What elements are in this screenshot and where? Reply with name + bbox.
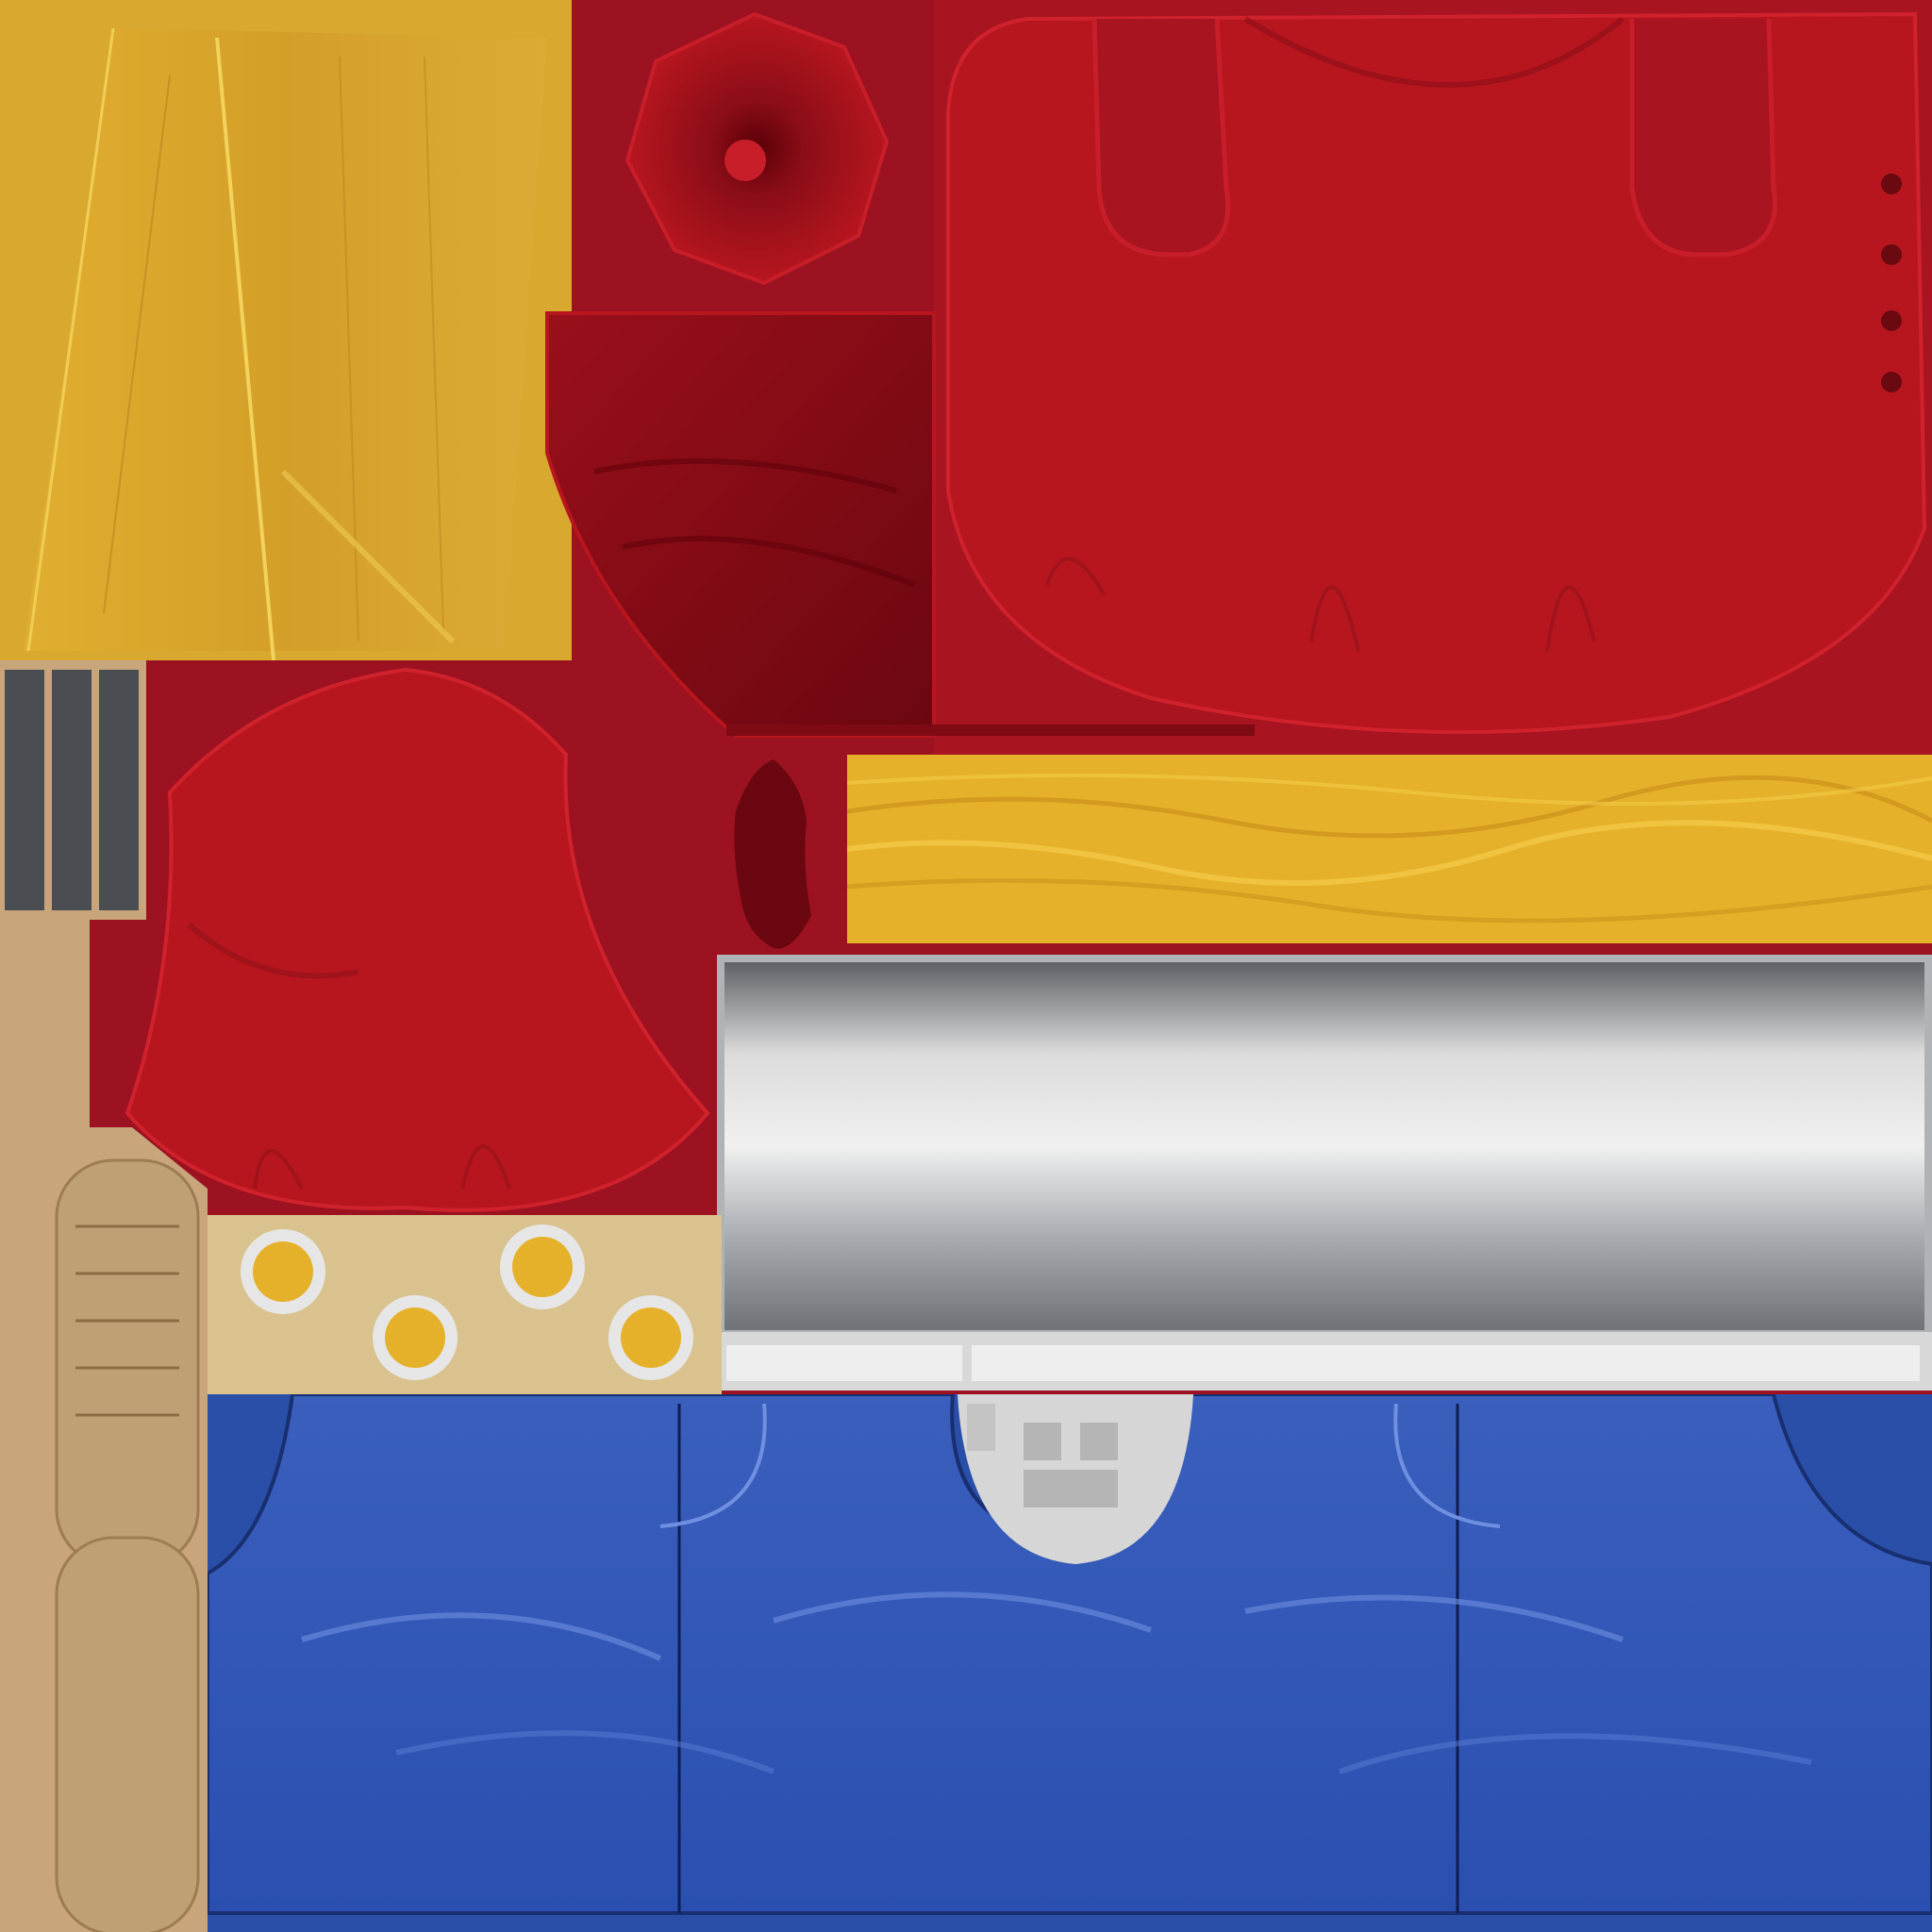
dark-red-blob	[726, 755, 821, 958]
fur-band	[717, 955, 1932, 1391]
yellow-strip	[847, 755, 1932, 953]
beige-strap-strip	[0, 660, 217, 1932]
red-pom	[604, 0, 906, 302]
yellow-skirt-panel	[0, 0, 572, 660]
gray-circle-patch	[948, 1394, 1203, 1583]
